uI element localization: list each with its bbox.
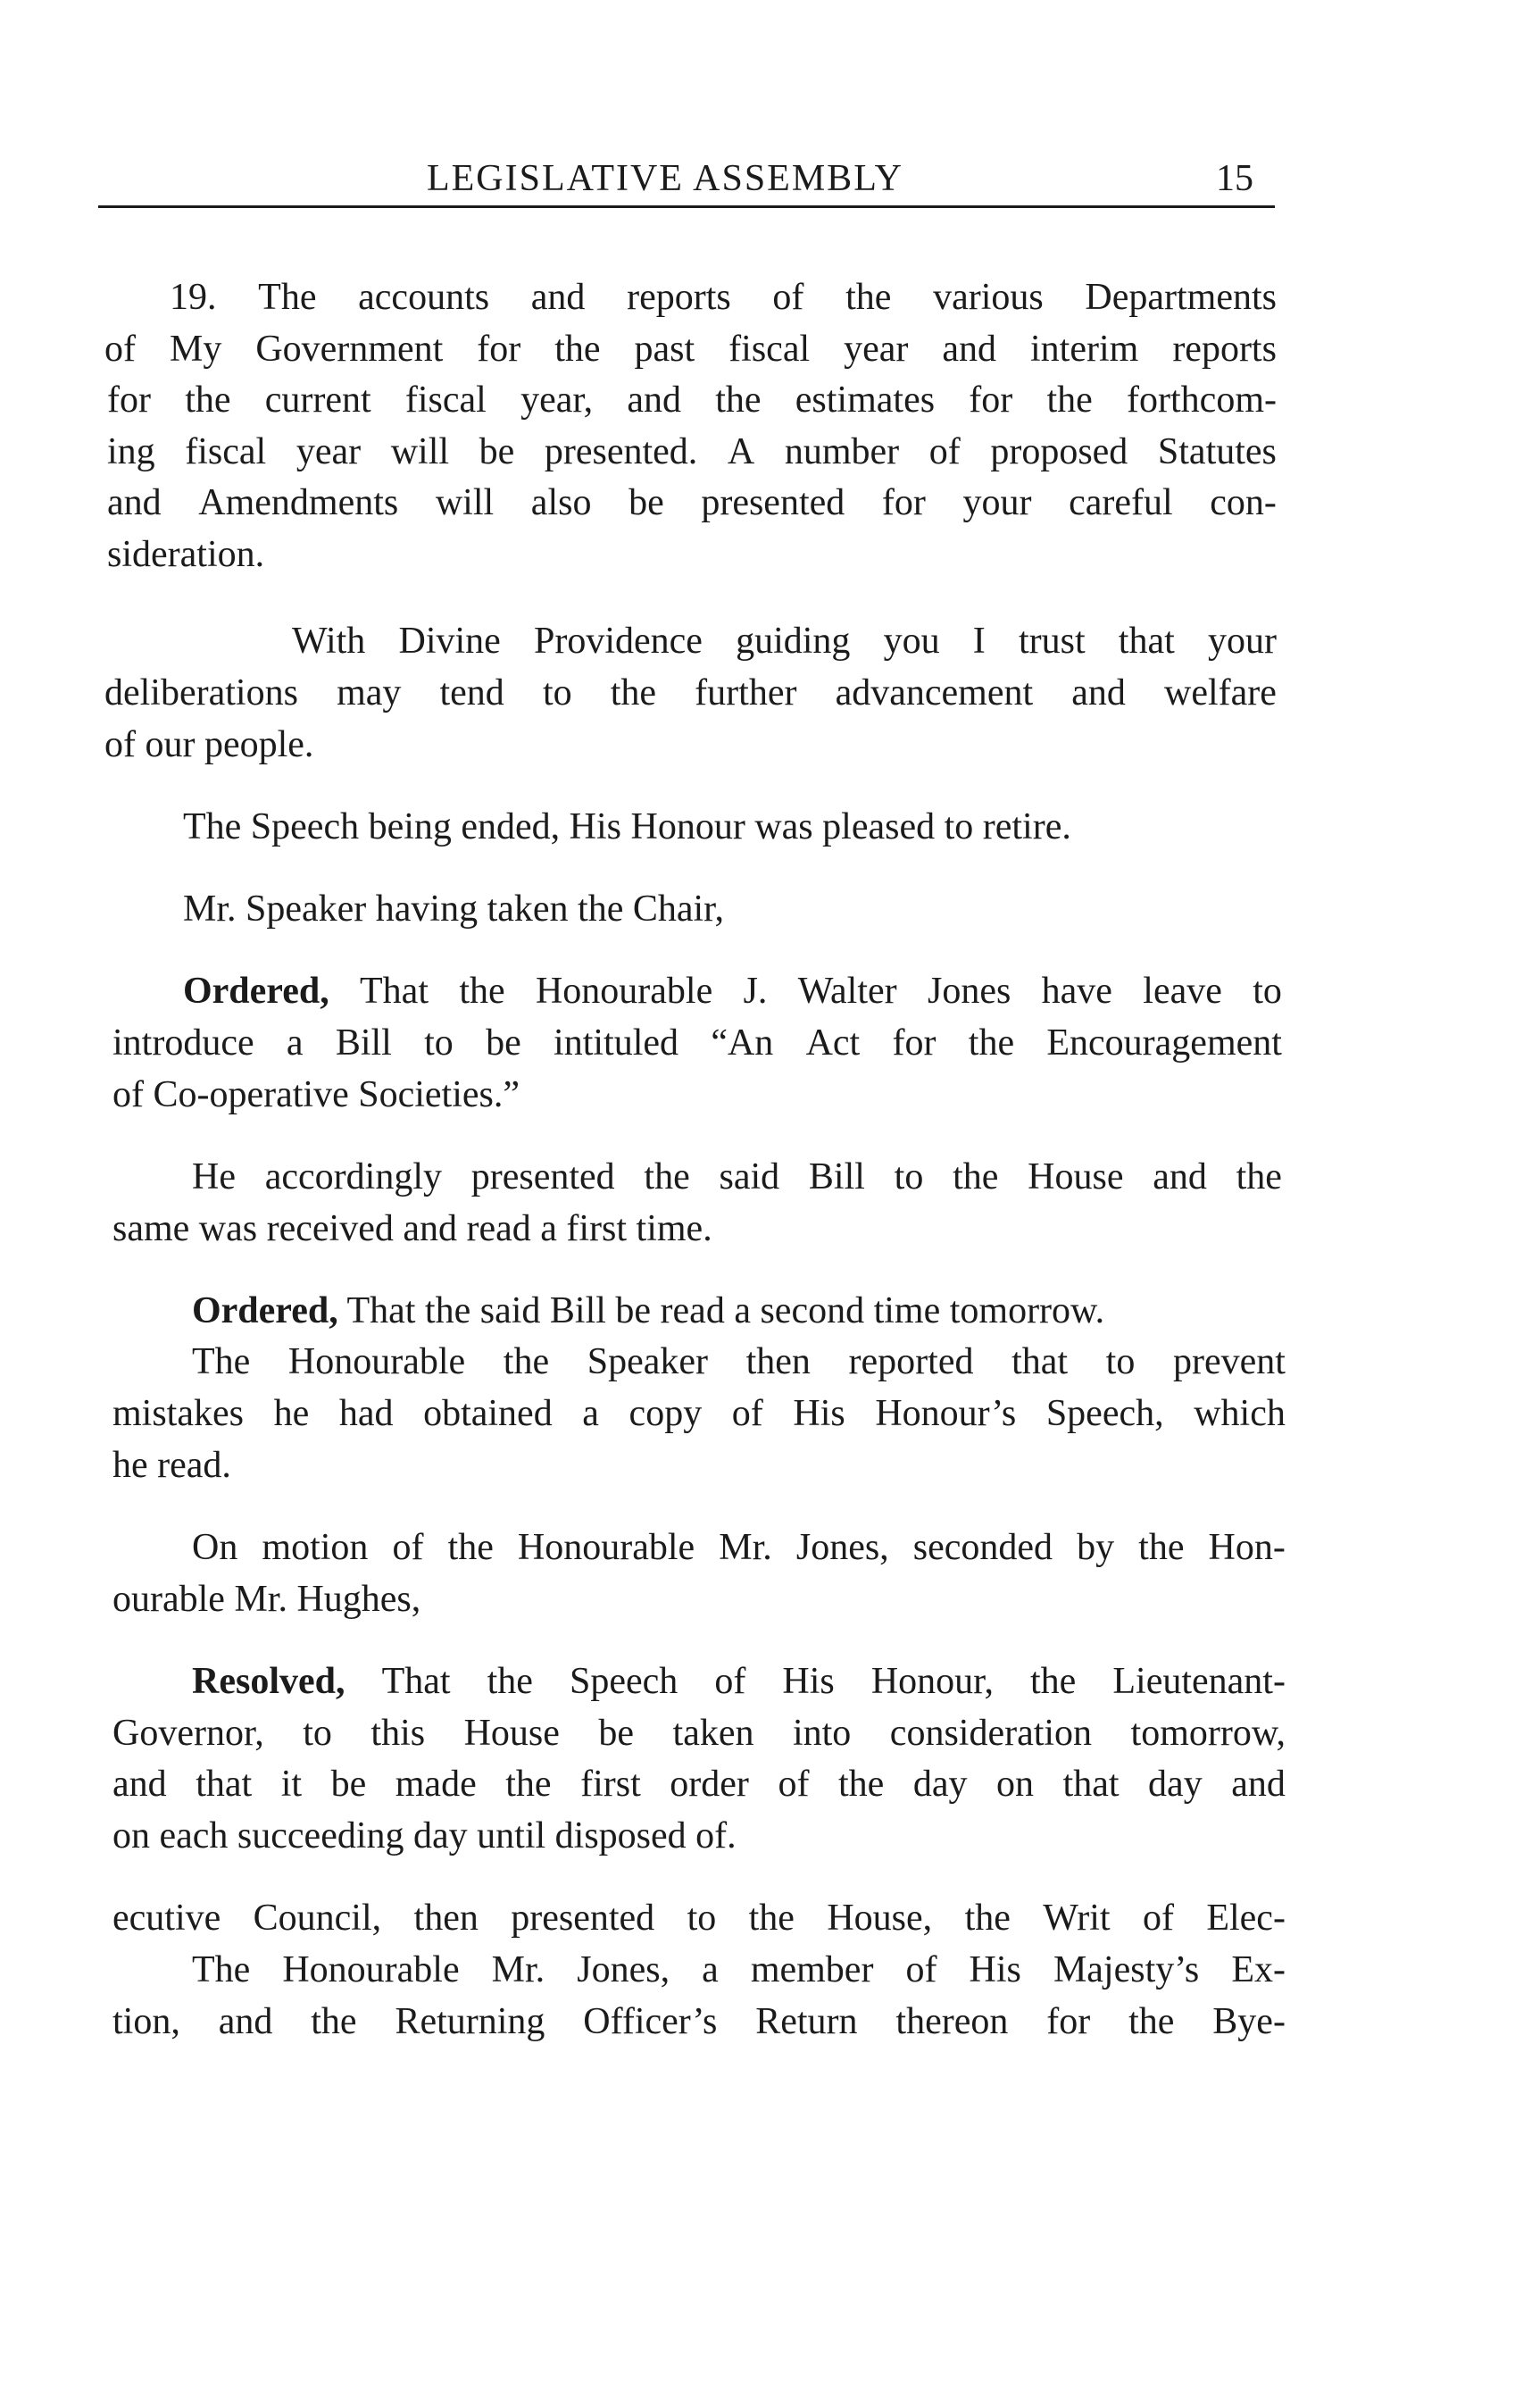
word: your: [1207, 621, 1277, 662]
word: then: [413, 1898, 479, 1939]
word: I: [972, 621, 986, 662]
word: Providence: [533, 621, 703, 662]
word: Mr.: [719, 1527, 772, 1568]
word: tend: [439, 672, 504, 713]
word: ing: [107, 431, 155, 472]
text-line: [107, 427, 1277, 477]
line-text: same was received and read a first time.: [112, 1208, 712, 1249]
word: the: [447, 1527, 494, 1568]
word: the: [644, 1156, 690, 1197]
word: of: [905, 1949, 937, 1990]
word: then: [745, 1341, 811, 1382]
text-line: [104, 720, 313, 770]
word: House,: [827, 1898, 933, 1939]
text-line: [112, 1893, 1286, 1943]
word: a: [582, 1393, 599, 1434]
word: tion,: [112, 2001, 180, 2042]
text-line: [192, 1152, 1282, 1202]
word: of: [1142, 1898, 1174, 1939]
word: into: [792, 1713, 852, 1754]
word: Jones,: [795, 1527, 889, 1568]
word: member: [750, 1949, 874, 1990]
word: 19.: [170, 277, 217, 318]
word: Jones,: [577, 1949, 670, 1990]
word: Speech: [569, 1661, 678, 1702]
word: Speech,: [1045, 1393, 1164, 1434]
word: Honourable: [517, 1527, 695, 1568]
word: that: [1062, 1764, 1120, 1805]
text-line: [104, 324, 1277, 374]
word: the: [845, 277, 892, 318]
word: Act: [805, 1022, 861, 1064]
word: the: [610, 672, 657, 713]
word: reported: [848, 1341, 974, 1382]
word: a: [286, 1022, 304, 1064]
word: on: [996, 1764, 1034, 1805]
word: of: [731, 1393, 763, 1434]
word: With: [292, 621, 366, 662]
word: first: [580, 1764, 641, 1805]
word: reports: [627, 277, 731, 318]
word: will: [435, 482, 495, 523]
word: the: [1236, 1156, 1282, 1197]
word: had: [338, 1393, 394, 1434]
word: the: [837, 1764, 885, 1805]
word: the: [968, 1022, 1015, 1064]
word: that: [1118, 621, 1175, 662]
word: thereon: [895, 2001, 1009, 2042]
word: mistakes: [112, 1393, 244, 1434]
word: Mr.: [491, 1949, 545, 1990]
word: of: [928, 431, 961, 472]
word: year: [844, 329, 909, 370]
text-line: [112, 1018, 1282, 1068]
word: presented: [701, 482, 845, 523]
line-text: of Co-operative Societies.”: [112, 1074, 520, 1115]
word: and: [1153, 1156, 1207, 1197]
word: motion: [262, 1527, 369, 1568]
word: Honourable: [287, 1341, 466, 1382]
word: that: [1011, 1341, 1069, 1382]
line-text: Mr. Speaker having taken the Chair,: [183, 888, 724, 930]
word: presented: [470, 1156, 615, 1197]
text-line: [183, 802, 1071, 852]
word: for: [969, 380, 1013, 421]
word: con-: [1210, 482, 1277, 523]
word: to: [687, 1898, 717, 1939]
word: House: [463, 1713, 560, 1754]
text-line: [107, 530, 264, 580]
word: to: [894, 1156, 924, 1197]
word: day: [1148, 1764, 1203, 1805]
line-text: The Speech being ended, His Honour was pleased to retire.: [183, 806, 1071, 847]
header-title: LEGISLATIVE ASSEMBLY: [427, 158, 903, 199]
word: to: [424, 1022, 454, 1064]
word: current: [264, 380, 371, 421]
text-line: [112, 1759, 1286, 1809]
word: A: [727, 431, 755, 472]
word: forthcom-: [1127, 380, 1277, 421]
text-line: [183, 966, 1282, 1016]
word: Walter: [797, 971, 897, 1012]
word: Returning: [395, 2001, 545, 2042]
word: Lieutenant-: [1112, 1661, 1286, 1702]
word: year: [296, 431, 362, 472]
word: seconded: [912, 1527, 1053, 1568]
page-number: 15: [1216, 158, 1253, 199]
text-line: [192, 1286, 1104, 1336]
text-line: [112, 1204, 712, 1254]
word: House: [1028, 1156, 1124, 1197]
word: His: [969, 1949, 1021, 1990]
word: this: [370, 1713, 426, 1754]
word: Governor,: [112, 1713, 264, 1754]
word: which: [1194, 1393, 1286, 1434]
word: the: [505, 1764, 552, 1805]
text-line: [112, 1708, 1286, 1758]
word: Bill: [335, 1022, 392, 1064]
word: The: [192, 1949, 251, 1990]
word: number: [784, 431, 900, 472]
word: Writ: [1043, 1898, 1111, 1939]
word: tomorrow,: [1130, 1713, 1286, 1754]
word: intituled: [554, 1022, 679, 1064]
word: have: [1041, 971, 1112, 1012]
word: of: [104, 329, 136, 370]
word: Hon-: [1208, 1527, 1286, 1568]
line-text: on each succeeding day until disposed of.: [112, 1815, 737, 1856]
word: presented.: [544, 431, 698, 472]
line-text: sideration.: [107, 534, 265, 575]
word: you: [883, 621, 940, 662]
text-line: [112, 1440, 231, 1490]
word: That: [360, 971, 429, 1012]
word: trust: [1018, 621, 1086, 662]
word: past: [634, 329, 695, 370]
word: day: [912, 1764, 968, 1805]
word: it: [280, 1764, 303, 1805]
text-line: [170, 272, 1277, 322]
text-line: [183, 884, 724, 934]
text-line: [192, 1337, 1286, 1387]
word: the: [953, 1156, 999, 1197]
word: His: [782, 1661, 835, 1702]
word: advancement: [835, 672, 1034, 713]
text-line: [192, 1656, 1286, 1706]
word: estimates: [795, 380, 936, 421]
word: Officer’s: [583, 2001, 718, 2042]
word: he: [273, 1393, 310, 1434]
word: the: [748, 1898, 795, 1939]
word: Government: [255, 329, 444, 370]
word: order: [670, 1764, 749, 1805]
word: interim: [1030, 329, 1139, 370]
word: careful: [1069, 482, 1173, 523]
word: for: [477, 329, 521, 370]
word: Honourable: [282, 1949, 460, 1990]
word: and: [1231, 1764, 1286, 1805]
word: The: [192, 1341, 251, 1382]
word: of: [778, 1764, 810, 1805]
word: the: [503, 1341, 550, 1382]
word: copy: [628, 1393, 703, 1434]
word: J.: [743, 971, 768, 1012]
running-header: [98, 154, 1275, 208]
word: various: [933, 277, 1044, 318]
word: Amendments: [198, 482, 399, 523]
word: Majesty’s: [1053, 1949, 1200, 1990]
text-line: [192, 1945, 1286, 1995]
text-line: [292, 616, 1277, 666]
text-line: [112, 1070, 520, 1120]
word: the: [1046, 380, 1093, 421]
word: deliberations: [104, 672, 298, 713]
word: His: [793, 1393, 845, 1434]
word: for: [107, 380, 151, 421]
word: Jones: [927, 971, 1011, 1012]
word: that: [196, 1764, 253, 1805]
word: fiscal: [404, 380, 487, 421]
word: be: [330, 1764, 367, 1805]
word: My: [169, 329, 222, 370]
word: Council,: [253, 1898, 382, 1939]
text-line: [107, 375, 1277, 425]
word: be: [628, 482, 664, 523]
word: be: [598, 1713, 635, 1754]
word: your: [962, 482, 1032, 523]
text-line: [112, 1574, 420, 1624]
word: guiding: [736, 621, 851, 662]
word: and: [530, 277, 586, 318]
line-text: he read.: [112, 1445, 231, 1486]
word: the: [459, 971, 505, 1012]
word: consideration: [889, 1713, 1093, 1754]
word: the: [715, 380, 762, 421]
text-line: [112, 1811, 737, 1861]
word: to: [303, 1713, 332, 1754]
text-line: [112, 1389, 1286, 1439]
word: will: [390, 431, 450, 472]
word: fiscal: [185, 431, 267, 472]
word: Divine: [398, 621, 501, 662]
word: Encouragement: [1046, 1022, 1282, 1064]
word: of: [392, 1527, 424, 1568]
word: the: [554, 329, 601, 370]
text-line: [104, 668, 1277, 718]
word: also: [530, 482, 592, 523]
word: and: [1071, 672, 1126, 713]
word: prevent: [1172, 1341, 1286, 1382]
word: Honour,: [870, 1661, 994, 1702]
word: made: [395, 1764, 477, 1805]
word: for: [892, 1022, 936, 1064]
word: fiscal: [728, 329, 811, 370]
word: the: [1138, 1527, 1185, 1568]
word: ecutive: [112, 1898, 221, 1939]
word: Bye-: [1212, 2001, 1286, 2042]
word: may: [337, 672, 402, 713]
text-line: [112, 1997, 1286, 2047]
word: Honourable: [535, 971, 713, 1012]
word: of: [714, 1661, 746, 1702]
word: a: [702, 1949, 719, 1990]
word: the: [1030, 1661, 1077, 1702]
word: to: [1253, 971, 1282, 1012]
word: for: [1046, 2001, 1091, 2042]
word: the: [1128, 2001, 1175, 2042]
word: and: [942, 329, 997, 370]
word: reports: [1172, 329, 1277, 370]
word: the: [964, 1898, 1011, 1939]
word: obtained: [423, 1393, 553, 1434]
text-line: [107, 478, 1277, 528]
word: the: [185, 380, 231, 421]
line-text: of our people.: [104, 724, 314, 765]
word: year,: [520, 380, 594, 421]
word: and: [627, 380, 682, 421]
word: welfare: [1164, 672, 1277, 713]
word: Elec-: [1206, 1898, 1286, 1939]
bold-lead-word: Resolved,: [192, 1661, 345, 1702]
word: He: [192, 1156, 236, 1197]
word: of: [772, 277, 804, 318]
word: Honour’s: [875, 1393, 1017, 1434]
text-line: [192, 1523, 1286, 1573]
word: the: [311, 2001, 357, 2042]
line-text: ourable Mr. Hughes,: [112, 1579, 421, 1620]
word: leave: [1143, 971, 1222, 1012]
word: and: [112, 1764, 167, 1805]
word: further: [695, 672, 797, 713]
word: accordingly: [264, 1156, 442, 1197]
word: Statutes: [1157, 431, 1277, 472]
word: be: [486, 1022, 521, 1064]
word: taken: [672, 1713, 754, 1754]
word: be: [479, 431, 515, 472]
word: by: [1077, 1527, 1115, 1568]
word: accounts: [358, 277, 490, 318]
word: That: [381, 1661, 451, 1702]
word: and: [107, 482, 162, 523]
word: Departments: [1085, 277, 1277, 318]
bold-lead-word: Ordered,: [183, 971, 329, 1012]
word: the: [487, 1661, 533, 1702]
word: Speaker: [587, 1341, 708, 1382]
word: presented: [511, 1898, 655, 1939]
word: Ex-: [1231, 1949, 1286, 1990]
word: The: [258, 277, 317, 318]
line-text: That the said Bill be read a second time tomorrow.: [346, 1290, 1105, 1331]
word: “An: [711, 1022, 774, 1064]
word: introduce: [112, 1022, 254, 1064]
word: On: [192, 1527, 238, 1568]
word: proposed: [990, 431, 1128, 472]
word: Return: [755, 2001, 858, 2042]
word: and: [218, 2001, 273, 2042]
word: to: [1105, 1341, 1136, 1382]
bold-lead-word: Ordered,: [192, 1290, 338, 1331]
word: to: [542, 672, 572, 713]
word: said: [719, 1156, 780, 1197]
word: Bill: [808, 1156, 865, 1197]
word: for: [881, 482, 926, 523]
